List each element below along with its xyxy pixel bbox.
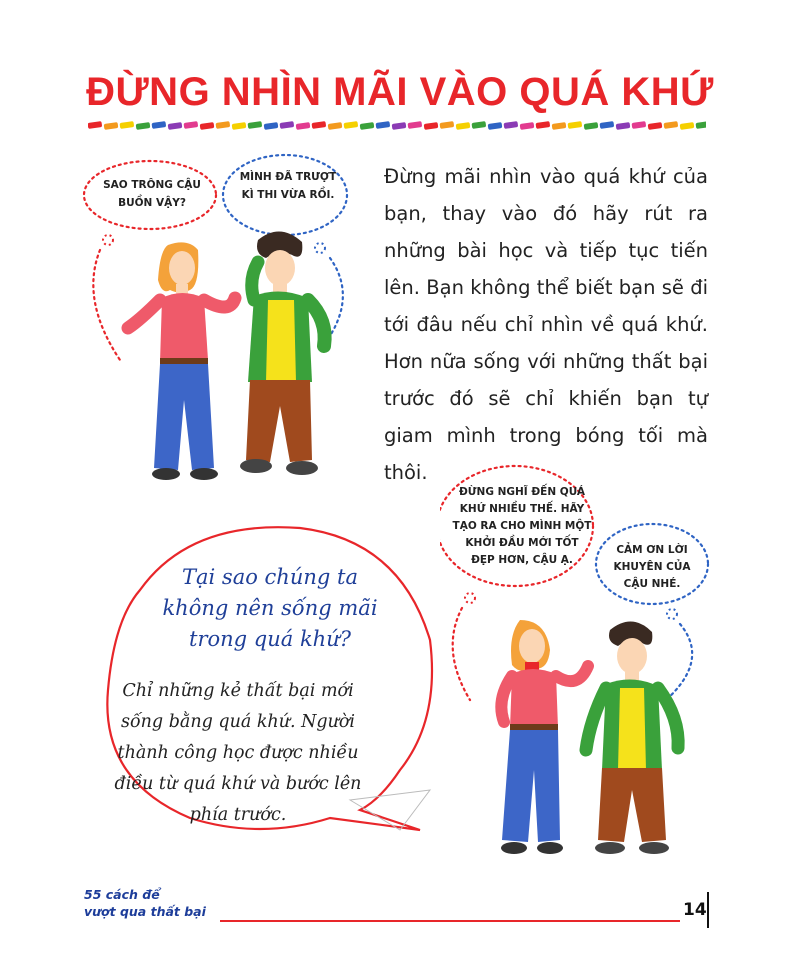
rainbow-dash <box>440 121 455 129</box>
footer-rule <box>220 918 680 924</box>
page-number: 14 <box>683 900 707 920</box>
answer-text: Chỉ những kẻ thất bại mới sống bằng quá khứ. Người thành công học được nhiều điều từ quá khứ và bước lên phía trước. <box>114 681 362 825</box>
rainbow-dash <box>664 121 679 129</box>
rainbow-dash <box>376 121 391 129</box>
rainbow-dash <box>216 121 231 129</box>
book-title <box>84 886 206 920</box>
rainbow-dash <box>184 121 199 129</box>
rainbow-dash <box>696 121 706 129</box>
page-number-bar <box>704 892 714 928</box>
rainbow-dash <box>472 121 487 129</box>
girl-figure-1 <box>128 242 235 480</box>
rainbow-dash <box>632 121 647 129</box>
rainbow-dash <box>296 122 311 130</box>
rainbow-dash <box>200 122 215 130</box>
rainbow-dash <box>584 122 599 130</box>
boy-figure-1 <box>240 231 325 475</box>
rainbow-dash <box>88 121 102 129</box>
rainbow-divider <box>88 120 706 132</box>
rainbow-dash <box>328 122 343 130</box>
rainbow-dash <box>680 122 695 130</box>
rainbow-dash <box>152 121 167 129</box>
rainbow-dash <box>120 121 135 129</box>
bubble-text-girl-2: ĐỪNG NGHĨ ĐẾN QUÁ KHỨ NHIỀU THẾ. HÃY TẠO RA CHO MÌNH MỘT KHỞI ĐẦU MỚI TỐT ĐẸP HƠN, CẬU Ạ. <box>452 486 592 566</box>
rainbow-dash <box>536 121 551 129</box>
rainbow-dash <box>504 121 519 129</box>
rainbow-dash <box>488 122 503 130</box>
rainbow-dash <box>232 122 247 130</box>
rainbow-dash <box>344 121 359 129</box>
bubble-text-boy-1: MÌNH ĐÃ TRƯỢT KÌ THI VỪA RỒI. <box>239 171 337 201</box>
bubble-text-girl-1: SAO TRÔNG CẬU BUỒN VẬY? <box>103 179 201 209</box>
rainbow-dash <box>280 121 295 129</box>
boy-figure-2 <box>586 621 678 854</box>
rainbow-dash <box>552 122 567 130</box>
rainbow-dash <box>600 121 615 129</box>
rainbow-dash <box>456 122 471 130</box>
rainbow-dash <box>104 122 119 130</box>
main-paragraph: Đừng mãi nhìn vào quá khứ của bạn, thay vào đó hãy rút ra những bài học và tiếp tục tiến lên. Bạn không thể biết bạn sẽ đi tới đâu nếu chỉ nhìn về quá khứ. Hơn nữa sống với những thất bại trước đó sẽ chỉ khiến bạn tự giam mình trong bóng tối mà thôi. <box>384 165 708 484</box>
rainbow-dash <box>568 121 583 129</box>
rainbow-dash <box>264 122 279 130</box>
rainbow-dash <box>648 122 663 130</box>
rainbow-dash <box>360 122 375 130</box>
rainbow-dash <box>392 122 407 130</box>
book-title-line-1: 55 cách để <box>84 887 160 902</box>
girl-figure-2 <box>501 620 588 854</box>
rainbow-dash <box>520 122 535 130</box>
rainbow-dash <box>248 121 263 129</box>
bubble-text-boy-2: CẢM ƠN LỜI KHUYÊN CỦA CẬU NHÉ. <box>613 544 691 590</box>
rainbow-dash <box>136 122 151 130</box>
rainbow-dash <box>312 121 327 129</box>
rainbow-dash <box>408 121 423 129</box>
rainbow-dash <box>168 122 183 130</box>
page-title: ĐỪNG NHÌN MÃI VÀO QUÁ KHỨ <box>86 70 714 114</box>
question-text: Tại sao chúng ta không nên sống mãi trong quá khứ? <box>162 565 378 651</box>
rainbow-dash <box>424 122 439 130</box>
book-title-line-2: vượt qua thất bại <box>84 904 206 919</box>
rainbow-dash <box>616 122 631 130</box>
